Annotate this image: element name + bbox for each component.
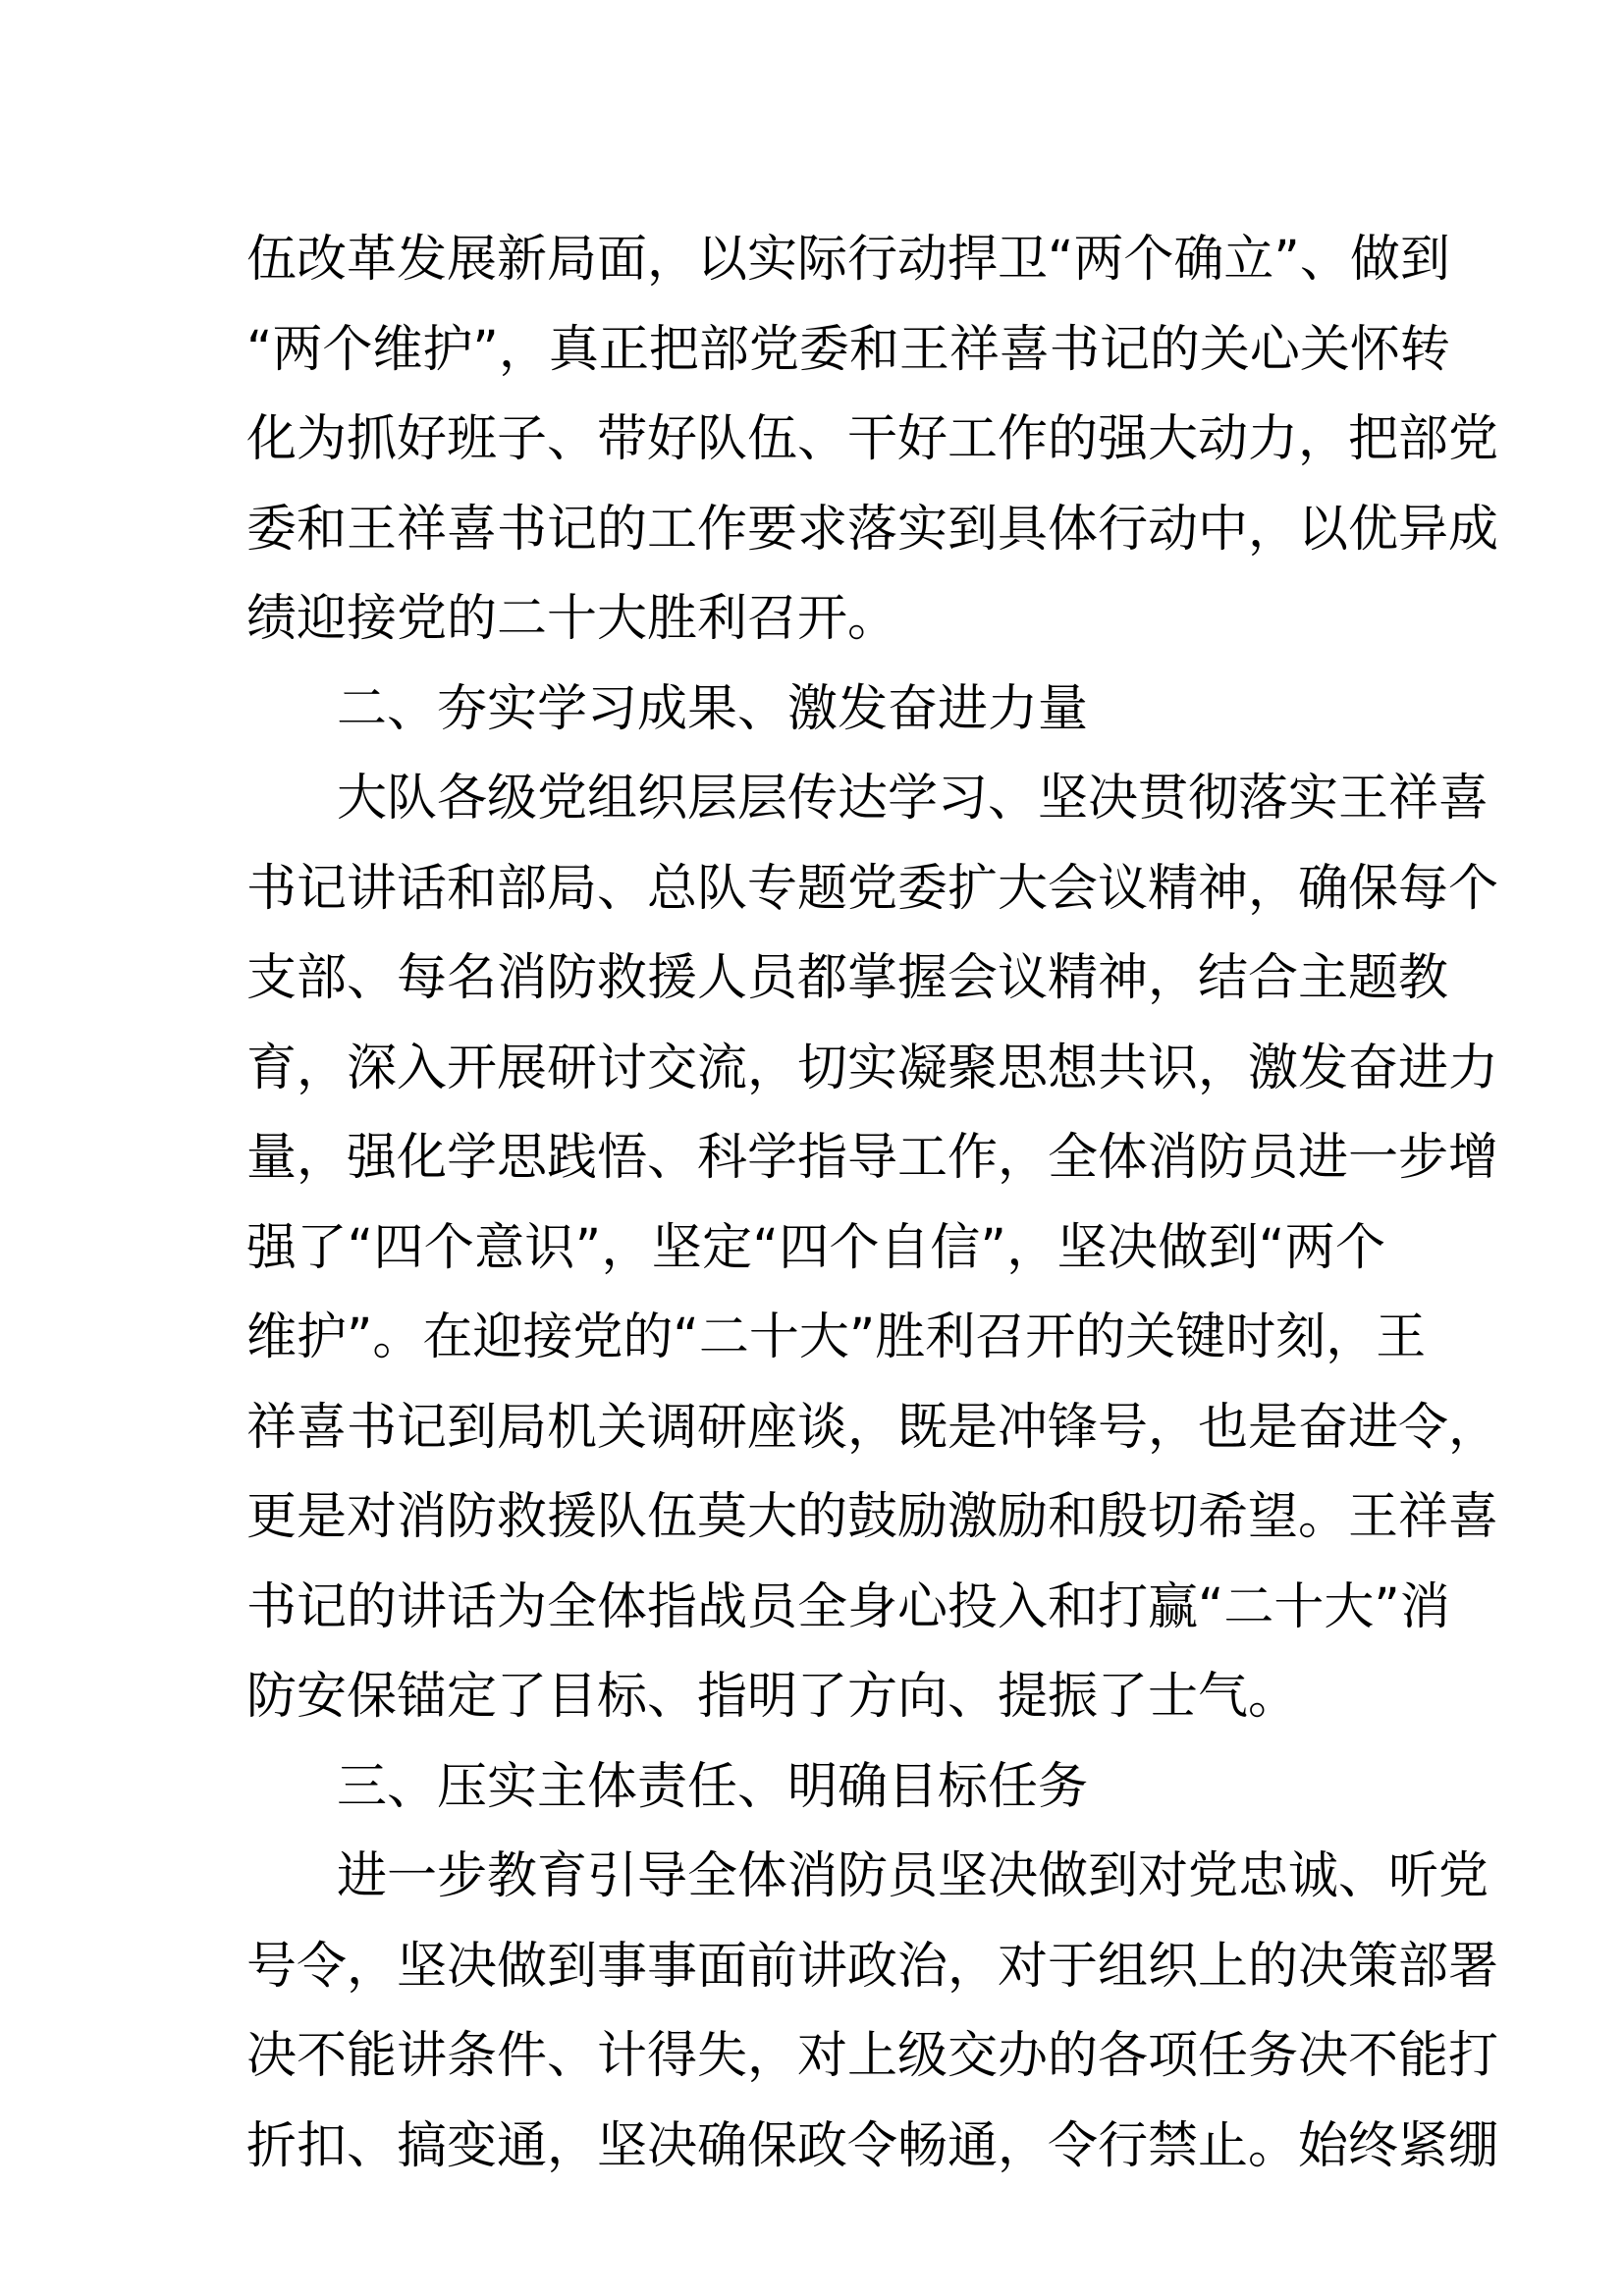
paragraph-line: 育，深入开展研讨交流，切实凝聚思想共识，激发奋进力 — [246, 1040, 1499, 1097]
paragraph-line: 进一步教育引导全体消防员坚决做到对党忠诚、听党 — [337, 1847, 1489, 1905]
paragraph-line: 绩迎接党的二十大胜利召开。 — [246, 590, 898, 648]
paragraph-line: 书记讲话和部局、总队专题党委扩大会议精神，确保每个 — [246, 860, 1499, 918]
paragraph-line: 委和王祥喜书记的工作要求落实到具体行动中，以优异成 — [246, 501, 1499, 559]
paragraph-line: 支部、每名消防救援人员都掌握会议精神，结合主题教 — [246, 949, 1449, 1007]
paragraph-line: 强了“四个意识”，坚定“四个自信”，坚决做到“两个 — [246, 1219, 1385, 1277]
paragraph-line: 书记的讲话为全体指战员全身心投入和打赢“二十大”消 — [246, 1578, 1450, 1636]
paragraph-line: 更是对消防救援队伍莫大的鼓励激励和殷切希望。王祥喜 — [246, 1488, 1499, 1546]
paragraph-line: 号令，坚决做到事事面前讲政治，对于组织上的决策部署 — [246, 1938, 1499, 1996]
paragraph-line: 大队各级党组织层层传达学习、坚决贯彻落实王祥喜 — [337, 770, 1489, 828]
paragraph-line: 伍改革发展新局面，以实际行动捍卫“两个确立”、做到 — [246, 231, 1450, 289]
paragraph-line: “两个维护”，真正把部党委和王祥喜书记的关心关怀转 — [246, 321, 1450, 379]
paragraph-line: 化为抓好班子、带好队伍、干好工作的强大动力，把部党 — [246, 410, 1499, 468]
paragraph-line: 量，强化学思践悟、科学指导工作，全体消防员进一步增 — [246, 1129, 1499, 1187]
paragraph-line: 决不能讲条件、计得失，对上级交办的各项任务决不能打 — [246, 2027, 1499, 2085]
section-heading: 三、压实主体责任、明确目标任务 — [337, 1758, 1089, 1816]
paragraph-line: 维护”。在迎接党的“二十大”胜利召开的关键时刻，王 — [246, 1308, 1427, 1366]
paragraph-line: 祥喜书记到局机关调研座谈，既是冲锋号，也是奋进令， — [246, 1399, 1499, 1457]
section-heading: 二、夯实学习成果、激发奋进力量 — [337, 680, 1089, 738]
paragraph-line: 折扣、搞变通，坚决确保政令畅通，令行禁止。始终紧绷 — [246, 2117, 1499, 2175]
paragraph-line: 防安保锚定了目标、指明了方向、提振了士气。 — [246, 1668, 1299, 1726]
